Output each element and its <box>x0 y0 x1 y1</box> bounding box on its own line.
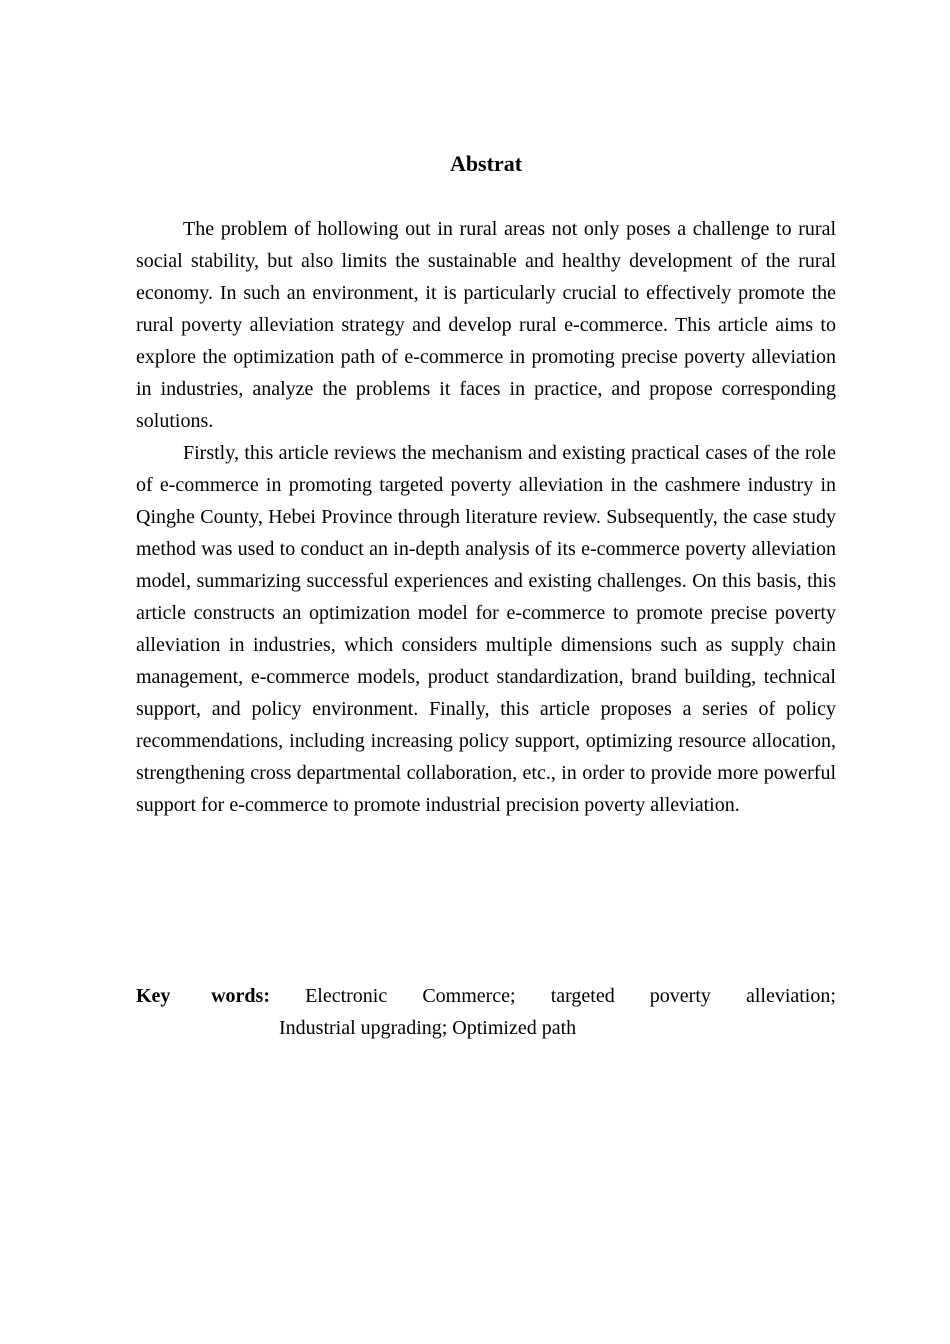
abstract-body <box>136 213 836 821</box>
keywords-section <box>136 980 836 1044</box>
keywords-line-1 <box>136 980 836 1012</box>
keyword-term: poverty <box>649 985 711 1007</box>
keywords-line-2: Industrial upgrading; Optimized path <box>279 1017 577 1039</box>
abstract-paragraph-2: Firstly, this article reviews the mechanism and existing practical cases of the role of e-commerce in promoting targeted poverty alleviation in the cashmere industry in Qinghe County, Hebei Province through literature review. Subsequently, the case study method was used to conduct an in-depth analysis of its e-commerce poverty alleviation model, summarizing successful experiences and existing challenges. On this basis, this article constructs an optimization model for e-commerce to promote precise poverty alleviation in industries, which considers multiple dimensions such as supply chain management, e-commerce models, product standardization, brand building, technical support, and policy environment. Finally, this article proposes a series of policy recommendations, including increasing policy support, optimizing resource allocation, strengthening cross departmental collaboration, etc., in order to provide more powerful support for e-commerce to promote industrial precision poverty alleviation. <box>136 442 836 816</box>
keyword-term: Electronic <box>305 985 388 1007</box>
keyword-term: Commerce; <box>422 985 516 1007</box>
keyword-term: targeted <box>550 985 615 1007</box>
keywords-label <box>136 980 270 1012</box>
keyword-term: alleviation; <box>745 985 836 1007</box>
abstract-paragraph-1: The problem of hollowing out in rural areas not only poses a challenge to rural social stability, but also limits the sustainable and healthy development of the rural economy. In such an environment, it is particularly crucial to effectively promote the rural poverty alleviation strategy and develop rural e-commerce. This article aims to explore the optimization path of e-commerce in promoting precise poverty alleviation in industries, analyze the problems it faces in practice, and propose corresponding solutions. <box>136 218 836 432</box>
keywords-label-words: words: <box>211 985 270 1007</box>
abstract-title: Abstrat <box>449 151 523 176</box>
keywords-label-key: Key <box>136 985 171 1007</box>
